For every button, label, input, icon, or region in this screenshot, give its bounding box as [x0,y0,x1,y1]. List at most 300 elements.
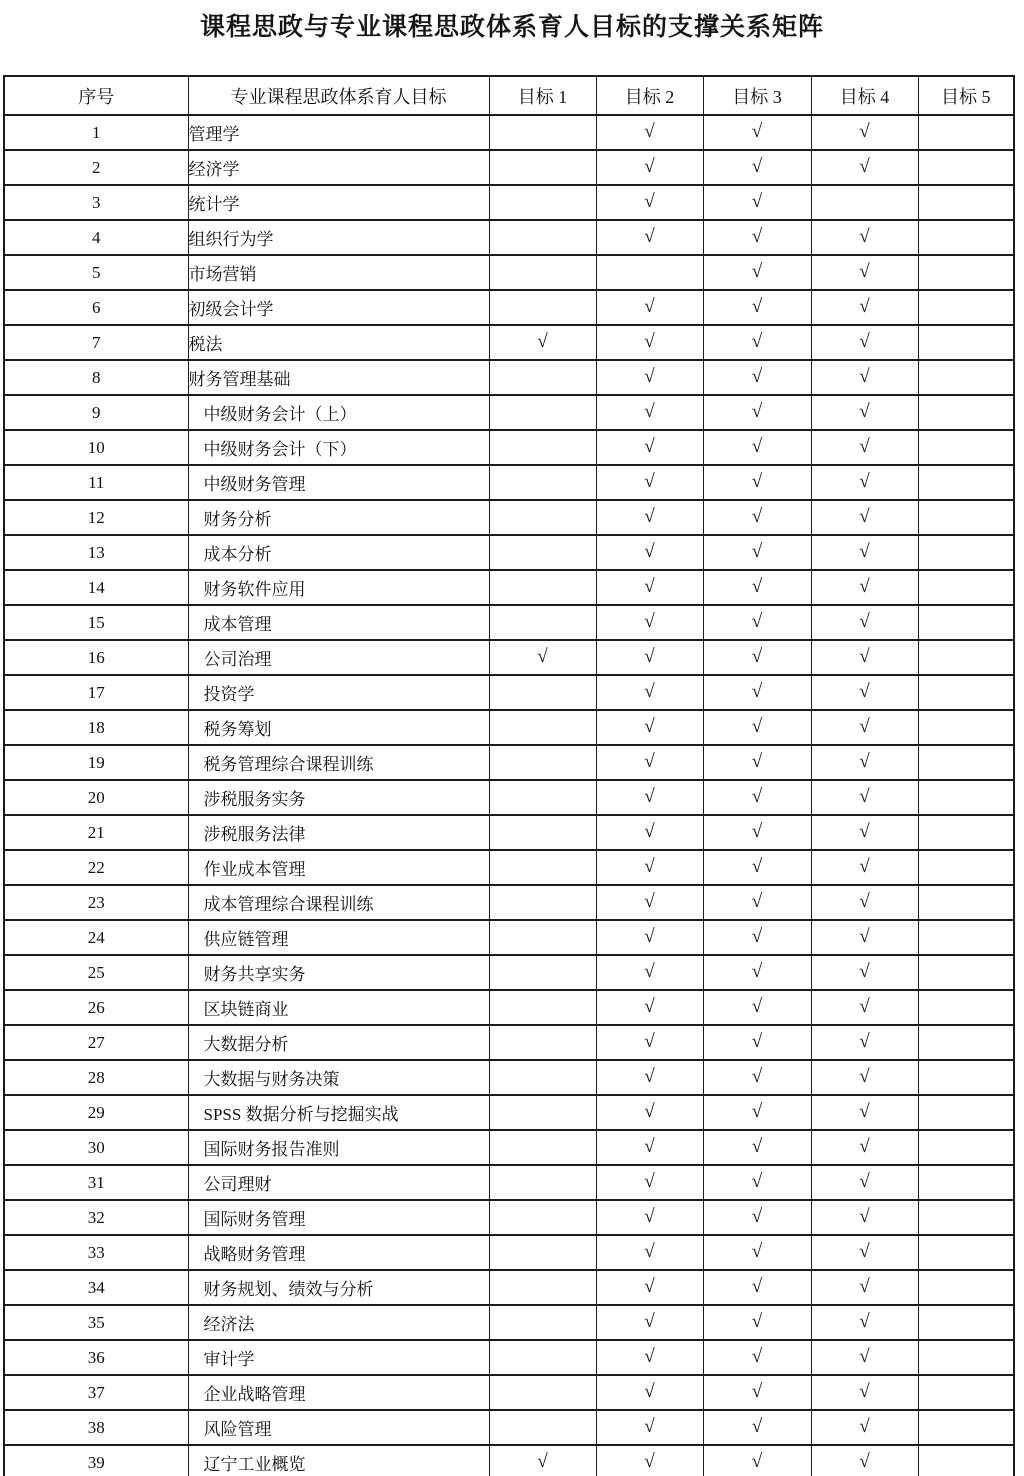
table-row [4,990,1014,1025]
goal-4-check-cell [811,920,918,955]
table-row [4,1445,1014,1476]
course-name-cell: 大数据分析 [188,1025,489,1060]
goal-4-check-cell [811,815,918,850]
check-mark: √ [751,1275,763,1297]
check-mark: √ [859,680,870,702]
goal-1-empty-cell [489,1340,596,1375]
course-name-cell: 税法 [188,325,489,360]
goal-5-empty-cell [918,360,1014,395]
row-number-cell: 20 [4,780,188,815]
goal-3-check-cell [703,920,811,955]
header-serial-number: 序号 [4,76,188,115]
row-number-cell: 19 [4,745,188,780]
page-title: 课程思政与专业课程思政体系育人目标的支撑关系矩阵 [199,13,824,41]
goal-2-check-cell [596,1025,703,1060]
table-row [4,1130,1014,1165]
goal-3-check-cell [703,1200,811,1235]
check-mark: √ [859,820,870,842]
row-number-cell: 11 [4,465,188,500]
table-header [4,76,1014,115]
goal-2-check-cell [596,150,703,185]
check-mark: √ [859,470,870,492]
goal-1-empty-cell [489,185,596,220]
goal-1-empty-cell [489,1165,596,1200]
check-mark: √ [751,1170,763,1192]
course-name-cell: 成本管理综合课程训练 [188,885,489,920]
course-name-cell: 税务筹划 [188,710,489,745]
check-mark: √ [644,1345,655,1367]
goal-2-check-cell [596,1165,703,1200]
check-mark: √ [751,330,763,352]
check-mark: √ [859,540,870,562]
check-mark: √ [644,855,655,877]
goal-2-check-cell [596,815,703,850]
course-name-cell: 中级财务管理 [188,465,489,500]
goal-2-check-cell [596,605,703,640]
goal-2-check-cell [596,1060,703,1095]
goal-1-empty-cell [489,1305,596,1340]
goal-3-check-cell [703,1305,811,1340]
goal-4-check-cell [811,780,918,815]
course-name-cell: 审计学 [188,1340,489,1375]
goal-5-empty-cell [918,990,1014,1025]
course-name-cell: 企业战略管理 [188,1375,489,1410]
course-name-cell: 大数据与财务决策 [188,1060,489,1095]
check-mark: √ [751,400,763,422]
check-mark: √ [644,715,655,737]
check-mark: √ [644,1065,655,1087]
check-mark: √ [859,400,870,422]
course-name-cell: 财务规划、绩效与分析 [188,1270,489,1305]
goal-3-check-cell [703,185,811,220]
row-number-cell: 28 [4,1060,188,1095]
goal-5-empty-cell [918,1375,1014,1410]
goal-4-check-cell [811,745,918,780]
check-mark: √ [644,890,655,912]
goal-4-check-cell [811,1375,918,1410]
table-row [4,675,1014,710]
check-mark: √ [859,260,870,282]
check-mark: √ [859,1310,870,1332]
goal-3-check-cell [703,710,811,745]
check-mark: √ [751,155,763,177]
row-number-cell: 38 [4,1410,188,1445]
check-mark: √ [859,225,870,247]
check-mark: √ [644,330,655,352]
course-name-cell: 财务分析 [188,500,489,535]
goal-1-empty-cell [489,675,596,710]
goal-5-empty-cell [918,675,1014,710]
row-number-cell: 14 [4,570,188,605]
table-row [4,395,1014,430]
goal-2-check-cell [596,780,703,815]
goal-5-empty-cell [918,115,1014,150]
row-number-cell: 21 [4,815,188,850]
course-name-cell: 财务软件应用 [188,570,489,605]
goal-1-empty-cell [489,255,596,290]
check-mark: √ [644,785,655,807]
check-mark: √ [644,1310,655,1332]
check-mark: √ [644,820,655,842]
course-name-cell: 成本管理 [188,605,489,640]
goal-2-check-cell [596,570,703,605]
goal-3-check-cell [703,605,811,640]
check-mark: √ [644,1205,655,1227]
row-number-cell: 9 [4,395,188,430]
check-mark: √ [751,1205,763,1227]
table-row [4,815,1014,850]
check-mark: √ [859,960,870,982]
check-mark: √ [644,1450,655,1472]
goal-3-check-cell [703,675,811,710]
goal-1-empty-cell [489,500,596,535]
check-mark: √ [751,645,763,667]
goal-1-check-cell [489,640,596,675]
table-row [4,1060,1014,1095]
goal-5-empty-cell [918,395,1014,430]
course-name-cell: 区块链商业 [188,990,489,1025]
check-mark: √ [644,645,655,667]
goal-1-empty-cell [489,1025,596,1060]
goal-4-check-cell [811,1200,918,1235]
goal-2-check-cell [596,360,703,395]
check-mark: √ [859,575,870,597]
goal-5-empty-cell [918,150,1014,185]
goal-3-check-cell [703,1375,811,1410]
check-mark: √ [751,1100,763,1122]
row-number-cell: 16 [4,640,188,675]
check-mark: √ [751,610,763,632]
goal-2-check-cell [596,500,703,535]
check-mark: √ [644,1100,655,1122]
goal-1-empty-cell [489,1270,596,1305]
goal-2-check-cell [596,675,703,710]
check-mark: √ [537,645,548,667]
goal-4-check-cell [811,1235,918,1270]
check-mark: √ [644,470,655,492]
course-name-cell: 涉税服务实务 [188,780,489,815]
goal-2-check-cell [596,220,703,255]
row-number-cell: 6 [4,290,188,325]
check-mark: √ [644,155,655,177]
goal-4-check-cell [811,360,918,395]
goal-4-check-cell [811,640,918,675]
goal-4-check-cell [811,430,918,465]
check-mark: √ [644,1275,655,1297]
check-mark: √ [751,260,763,282]
course-name-cell: 财务共享实务 [188,955,489,990]
check-mark: √ [859,890,870,912]
row-number-cell: 4 [4,220,188,255]
table-row [4,220,1014,255]
check-mark: √ [859,365,870,387]
course-name-cell: 组织行为学 [188,220,489,255]
check-mark: √ [751,960,763,982]
goal-2-empty-cell [596,255,703,290]
goal-1-check-cell [489,325,596,360]
check-mark: √ [644,190,655,212]
goal-1-empty-cell [489,535,596,570]
check-mark: √ [859,1170,870,1192]
table-row [4,1270,1014,1305]
goal-1-empty-cell [489,220,596,255]
goal-3-check-cell [703,745,811,780]
course-name-cell: 成本分析 [188,535,489,570]
row-number-cell: 25 [4,955,188,990]
goal-5-empty-cell [918,920,1014,955]
goal-5-empty-cell [918,955,1014,990]
check-mark: √ [644,400,655,422]
goal-5-empty-cell [918,745,1014,780]
check-mark: √ [859,855,870,877]
check-mark: √ [859,995,870,1017]
row-number-cell: 37 [4,1375,188,1410]
goal-5-empty-cell [918,1410,1014,1445]
goal-3-check-cell [703,1060,811,1095]
goal-2-check-cell [596,395,703,430]
goal-4-check-cell [811,1410,918,1445]
goal-1-empty-cell [489,570,596,605]
check-mark: √ [859,645,870,667]
table-row [4,185,1014,220]
check-mark: √ [644,925,655,947]
goal-3-check-cell [703,150,811,185]
goal-1-empty-cell [489,745,596,780]
goal-1-empty-cell [489,115,596,150]
goal-4-check-cell [811,1095,918,1130]
goal-2-check-cell [596,1410,703,1445]
row-number-cell: 26 [4,990,188,1025]
goal-4-check-cell [811,850,918,885]
table-row [4,1410,1014,1445]
table-row [4,745,1014,780]
course-name-cell: 战略财务管理 [188,1235,489,1270]
check-mark: √ [751,715,763,737]
check-mark: √ [751,295,763,317]
goal-5-empty-cell [918,815,1014,850]
table-row [4,1340,1014,1375]
goal-4-check-cell [811,500,918,535]
check-mark: √ [859,1345,870,1367]
check-mark: √ [751,365,763,387]
goal-2-check-cell [596,430,703,465]
row-number-cell: 10 [4,430,188,465]
table-row [4,1235,1014,1270]
goal-1-empty-cell [489,815,596,850]
check-mark: √ [859,295,870,317]
check-mark: √ [859,1380,870,1402]
check-mark: √ [644,575,655,597]
course-name-cell: 管理学 [188,115,489,150]
check-mark: √ [644,750,655,772]
goal-5-empty-cell [918,570,1014,605]
table-row [4,325,1014,360]
goal-3-check-cell [703,430,811,465]
goal-5-empty-cell [918,1340,1014,1375]
goal-4-check-cell [811,395,918,430]
check-mark: √ [644,225,655,247]
goal-2-check-cell [596,885,703,920]
row-number-cell: 30 [4,1130,188,1165]
row-number-cell: 17 [4,675,188,710]
goal-5-empty-cell [918,1270,1014,1305]
goal-2-check-cell [596,1340,703,1375]
header-course-goal-column: 专业课程思政体系育人目标 [188,76,489,115]
goal-4-check-cell [811,1270,918,1305]
course-name-cell: 中级财务会计（下） [188,430,489,465]
check-mark: √ [644,1170,655,1192]
row-number-cell: 22 [4,850,188,885]
goal-3-check-cell [703,255,811,290]
row-number-cell: 29 [4,1095,188,1130]
row-number-cell: 32 [4,1200,188,1235]
check-mark: √ [859,1030,870,1052]
goal-3-check-cell [703,780,811,815]
goal-2-check-cell [596,325,703,360]
check-mark: √ [537,330,548,352]
table-row [4,850,1014,885]
goal-5-empty-cell [918,1445,1014,1476]
goal-1-empty-cell [489,885,596,920]
row-number-cell: 24 [4,920,188,955]
goal-2-check-cell [596,465,703,500]
check-mark: √ [751,435,763,457]
goal-3-check-cell [703,290,811,325]
row-number-cell: 15 [4,605,188,640]
course-name-cell: 税务管理综合课程训练 [188,745,489,780]
check-mark: √ [859,1135,870,1157]
header-goal-3: 目标 3 [703,76,811,115]
course-name-cell: 供应链管理 [188,920,489,955]
goal-3-check-cell [703,990,811,1025]
goal-4-check-cell [811,990,918,1025]
check-mark: √ [859,330,870,352]
row-number-cell: 12 [4,500,188,535]
check-mark: √ [751,540,763,562]
goal-3-check-cell [703,1235,811,1270]
check-mark: √ [751,1450,763,1472]
header-goal-4: 目标 4 [811,76,918,115]
row-number-cell: 3 [4,185,188,220]
check-mark: √ [751,1030,763,1052]
table-row [4,1025,1014,1060]
goal-4-check-cell [811,605,918,640]
check-mark: √ [644,120,655,142]
goal-2-check-cell [596,1375,703,1410]
table-row [4,360,1014,395]
goal-4-check-cell [811,150,918,185]
check-mark: √ [644,1030,655,1052]
check-mark: √ [859,1100,870,1122]
check-mark: √ [751,190,763,212]
course-name-cell: SPSS 数据分析与挖掘实战 [188,1095,489,1130]
goal-1-empty-cell [489,1375,596,1410]
table-row [4,1095,1014,1130]
goal-1-empty-cell [489,990,596,1025]
goal-3-check-cell [703,1410,811,1445]
header-row [4,76,1014,115]
row-number-cell: 31 [4,1165,188,1200]
row-number-cell: 35 [4,1305,188,1340]
check-mark: √ [751,1415,763,1437]
goal-5-empty-cell [918,1130,1014,1165]
goal-4-check-cell [811,115,918,150]
table-row [4,430,1014,465]
goal-5-empty-cell [918,465,1014,500]
check-mark: √ [644,435,655,457]
row-number-cell: 7 [4,325,188,360]
course-name-cell: 初级会计学 [188,290,489,325]
check-mark: √ [751,680,763,702]
goal-3-check-cell [703,1270,811,1305]
goal-3-check-cell [703,955,811,990]
goal-4-check-cell [811,570,918,605]
goal-2-check-cell [596,535,703,570]
goal-4-check-cell [811,955,918,990]
goal-1-empty-cell [489,150,596,185]
goal-4-check-cell [811,675,918,710]
check-mark: √ [859,610,870,632]
course-name-cell: 公司治理 [188,640,489,675]
check-mark: √ [644,1380,655,1402]
goal-2-check-cell [596,990,703,1025]
goal-5-empty-cell [918,535,1014,570]
goal-3-check-cell [703,220,811,255]
goal-2-check-cell [596,1095,703,1130]
goal-4-check-cell [811,290,918,325]
course-name-cell: 辽宁工业概览 [188,1445,489,1476]
course-name-cell: 财务管理基础 [188,360,489,395]
goal-3-check-cell [703,885,811,920]
goal-2-check-cell [596,1445,703,1476]
goal-3-check-cell [703,465,811,500]
goal-5-empty-cell [918,885,1014,920]
goal-5-empty-cell [918,1305,1014,1340]
goal-5-empty-cell [918,780,1014,815]
check-mark: √ [751,890,763,912]
check-mark: √ [644,1135,655,1157]
goal-4-check-cell [811,220,918,255]
table-row [4,1305,1014,1340]
goal-1-empty-cell [489,780,596,815]
goal-2-check-cell [596,640,703,675]
goal-2-check-cell [596,185,703,220]
goal-1-empty-cell [489,1235,596,1270]
row-number-cell: 36 [4,1340,188,1375]
check-mark: √ [751,855,763,877]
goal-5-empty-cell [918,220,1014,255]
check-mark: √ [859,925,870,947]
table-row [4,290,1014,325]
table-row [4,920,1014,955]
check-mark: √ [751,225,763,247]
check-mark: √ [644,1415,655,1437]
check-mark: √ [859,785,870,807]
table-row [4,150,1014,185]
goal-1-empty-cell [489,290,596,325]
check-mark: √ [751,1135,763,1157]
row-number-cell: 34 [4,1270,188,1305]
check-mark: √ [644,995,655,1017]
check-mark: √ [751,575,763,597]
check-mark: √ [859,435,870,457]
course-name-cell: 涉税服务法律 [188,815,489,850]
goal-3-check-cell [703,395,811,430]
check-mark: √ [644,365,655,387]
check-mark: √ [751,785,763,807]
goal-2-check-cell [596,955,703,990]
check-mark: √ [644,680,655,702]
